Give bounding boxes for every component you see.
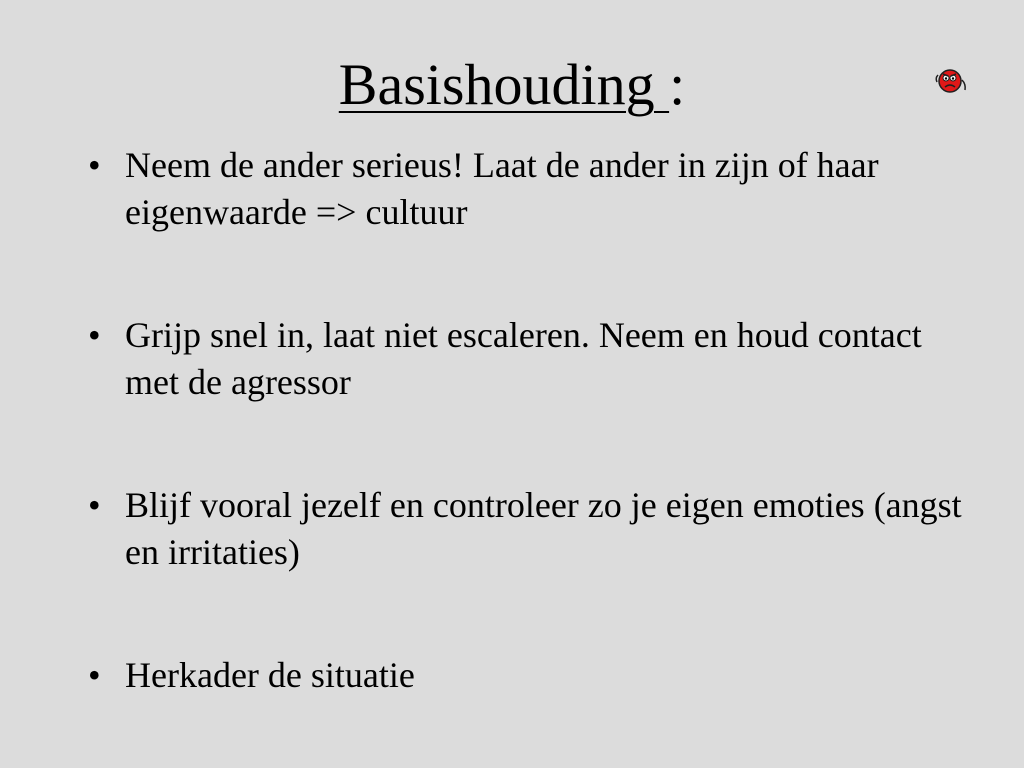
slide-title-underlined: Basishouding [338, 52, 670, 117]
bullet-dot: • [88, 485, 101, 525]
bullet-dot: • [88, 145, 101, 185]
bullet-dot: • [88, 315, 101, 355]
bullet-text: Neem de ander serieus! Laat de ander in zijn of haar eigenwaarde => cultuur [125, 145, 879, 232]
bullet-item [88, 142, 968, 236]
bullet-text: Grijp snel in, laat niet escaleren. Neem en houd contact met de agressor [125, 315, 922, 402]
bullet-item [88, 482, 968, 576]
bullet-list [88, 142, 968, 699]
bullet-item [88, 312, 968, 406]
bullet-item [88, 652, 968, 699]
bullet-text: Blijf vooral jezelf en controleer zo je eigen emoties (angst en irritaties) [125, 485, 962, 572]
bullet-dot: • [88, 655, 101, 695]
slide-title [0, 50, 1024, 120]
slide-title-suffix: : [669, 52, 686, 117]
angry-face-icon [932, 66, 968, 96]
bullet-text: Herkader de situatie [125, 655, 415, 695]
